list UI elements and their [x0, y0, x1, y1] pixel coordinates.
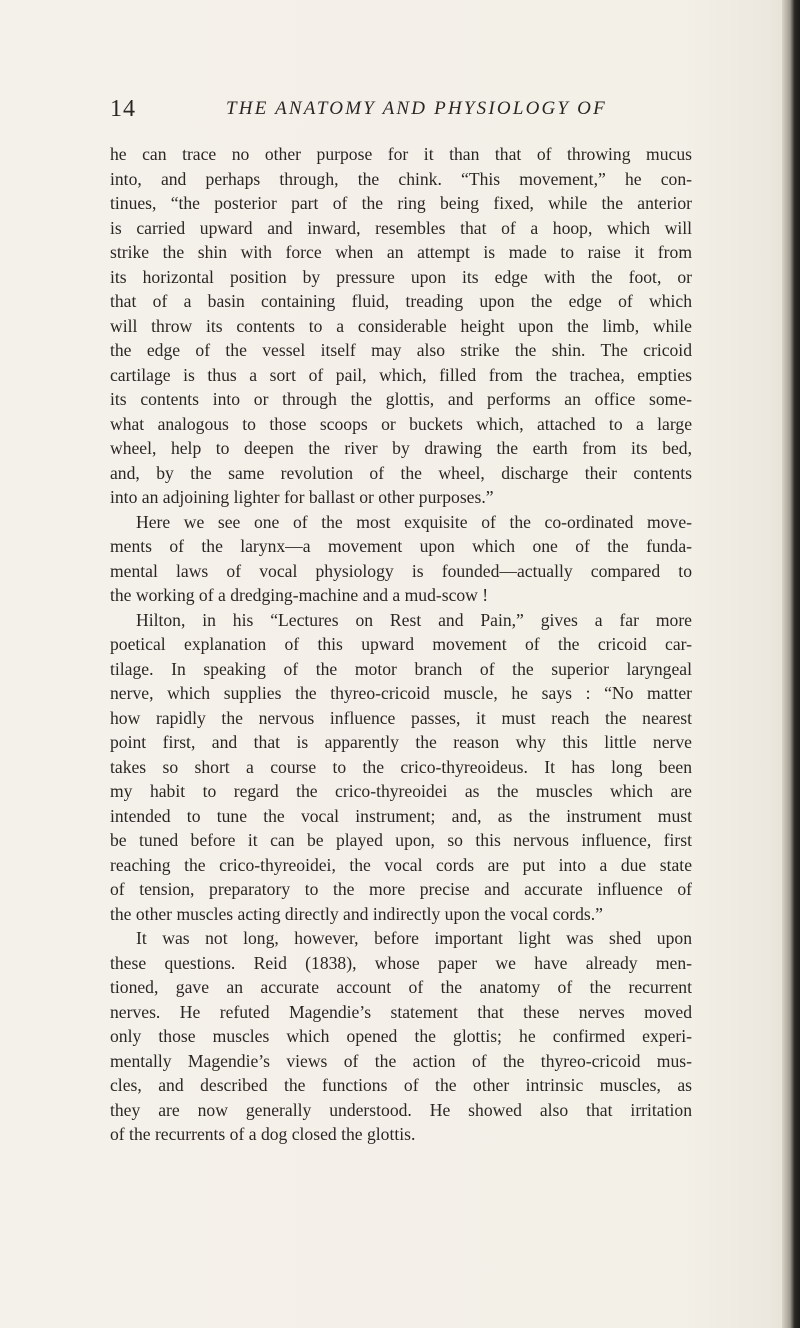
- text-line: that of a basin containing fluid, treading upon the edge of which: [110, 291, 692, 311]
- text-line: what analogous to those scoops or buckets which, attached to a large: [110, 413, 692, 434]
- text-line: only those muscles which opened the glottis; he confirmed experi-: [110, 1026, 692, 1046]
- text-line: strike the shin with force when an attempt is made to raise it from: [110, 242, 692, 262]
- text-line: tioned, gave an accurate account of the anatomy of the recurrent: [110, 977, 692, 997]
- running-title: THE ANATOMY AND PHYSIOLOGY OF: [226, 98, 607, 119]
- text-line: its contents into or through the glottis, and performs an office some-: [110, 389, 692, 409]
- text-line: nerves. He refuted Magendie’s statement that these nerves moved: [110, 1001, 692, 1022]
- text-line: these questions. Reid (1838), whose paper we have already men-: [110, 952, 692, 973]
- page-edge-shadow: [782, 0, 800, 1328]
- page-header: [0, 96, 800, 124]
- page-number: 14: [110, 96, 136, 122]
- text-line: into, and perhaps through, the chink. “This movement,” he con-: [110, 168, 692, 189]
- text-line: cles, and described the functions of the other intrinsic muscles, as: [110, 1075, 692, 1095]
- text-line: Hilton, in his “Lectures on Rest and Pain,” gives a far more: [136, 609, 692, 630]
- text-line: the other muscles acting directly and indirectly upon the vocal cords.”: [110, 903, 603, 924]
- text-line: ments of the larynx—a movement upon which one of the funda-: [110, 536, 692, 556]
- text-line: will throw its contents to a considerable height upon the limb, while: [110, 315, 692, 336]
- text-line: of the recurrents of a dog closed the glottis.: [110, 1124, 416, 1144]
- body-text: [110, 142, 692, 1147]
- text-line: poetical explanation of this upward movement of the cricoid car-: [110, 634, 692, 654]
- text-line: be tuned before it can be played upon, so this nervous influence, first: [110, 830, 692, 850]
- text-line: into an adjoining lighter for ballast or other purposes.”: [110, 487, 494, 507]
- text-line: mentally Magendie’s views of the action of the thyreo-cricoid mus-: [110, 1050, 692, 1071]
- text-line: my habit to regard the crico-thyreoidei as the muscles which are: [110, 781, 692, 801]
- text-line: and, by the same revolution of the wheel, discharge their contents: [110, 462, 692, 483]
- text-line: takes so short a course to the crico-thyreoideus. It has long been: [110, 756, 692, 777]
- text-line: he can trace no other purpose for it than that of throwing mucus: [110, 144, 692, 164]
- text-line: Here we see one of the most exquisite of the co-ordinated move-: [136, 511, 692, 532]
- text-line: the working of a dredging-machine and a mud-scow !: [110, 585, 489, 605]
- text-line: of tension, preparatory to the more precise and accurate influence of: [110, 879, 692, 899]
- text-line: intended to tune the vocal instrument; and, as the instrument must: [110, 805, 692, 826]
- text-line: It was not long, however, before important light was shed upon: [136, 928, 692, 948]
- text-line: point first, and that is apparently the reason why this little nerve: [110, 732, 692, 752]
- text-line: cartilage is thus a sort of pail, which, filled from the trachea, empties: [110, 364, 692, 385]
- text-line: nerve, which supplies the thyreo-cricoid muscle, he says : “No matter: [110, 683, 692, 703]
- text-line: tilage. In speaking of the motor branch of the superior laryngeal: [110, 658, 692, 679]
- text-line: wheel, help to deepen the river by drawing the earth from its bed,: [110, 438, 692, 458]
- text-line: its horizontal position by pressure upon its edge with the foot, or: [110, 266, 692, 287]
- text-line: mental laws of vocal physiology is founded—actually compared to: [110, 560, 692, 581]
- text-line: the edge of the vessel itself may also strike the shin. The cricoid: [110, 340, 692, 360]
- text-line: they are now generally understood. He showed also that irritation: [110, 1099, 692, 1120]
- text-line: is carried upward and inward, resembles that of a hoop, which will: [110, 217, 692, 238]
- text-line: tinues, “the posterior part of the ring being fixed, while the anterior: [110, 193, 692, 213]
- text-line: how rapidly the nervous influence passes, it must reach the nearest: [110, 707, 692, 728]
- text-line: reaching the crico-thyreoidei, the vocal cords are put into a due state: [110, 854, 692, 875]
